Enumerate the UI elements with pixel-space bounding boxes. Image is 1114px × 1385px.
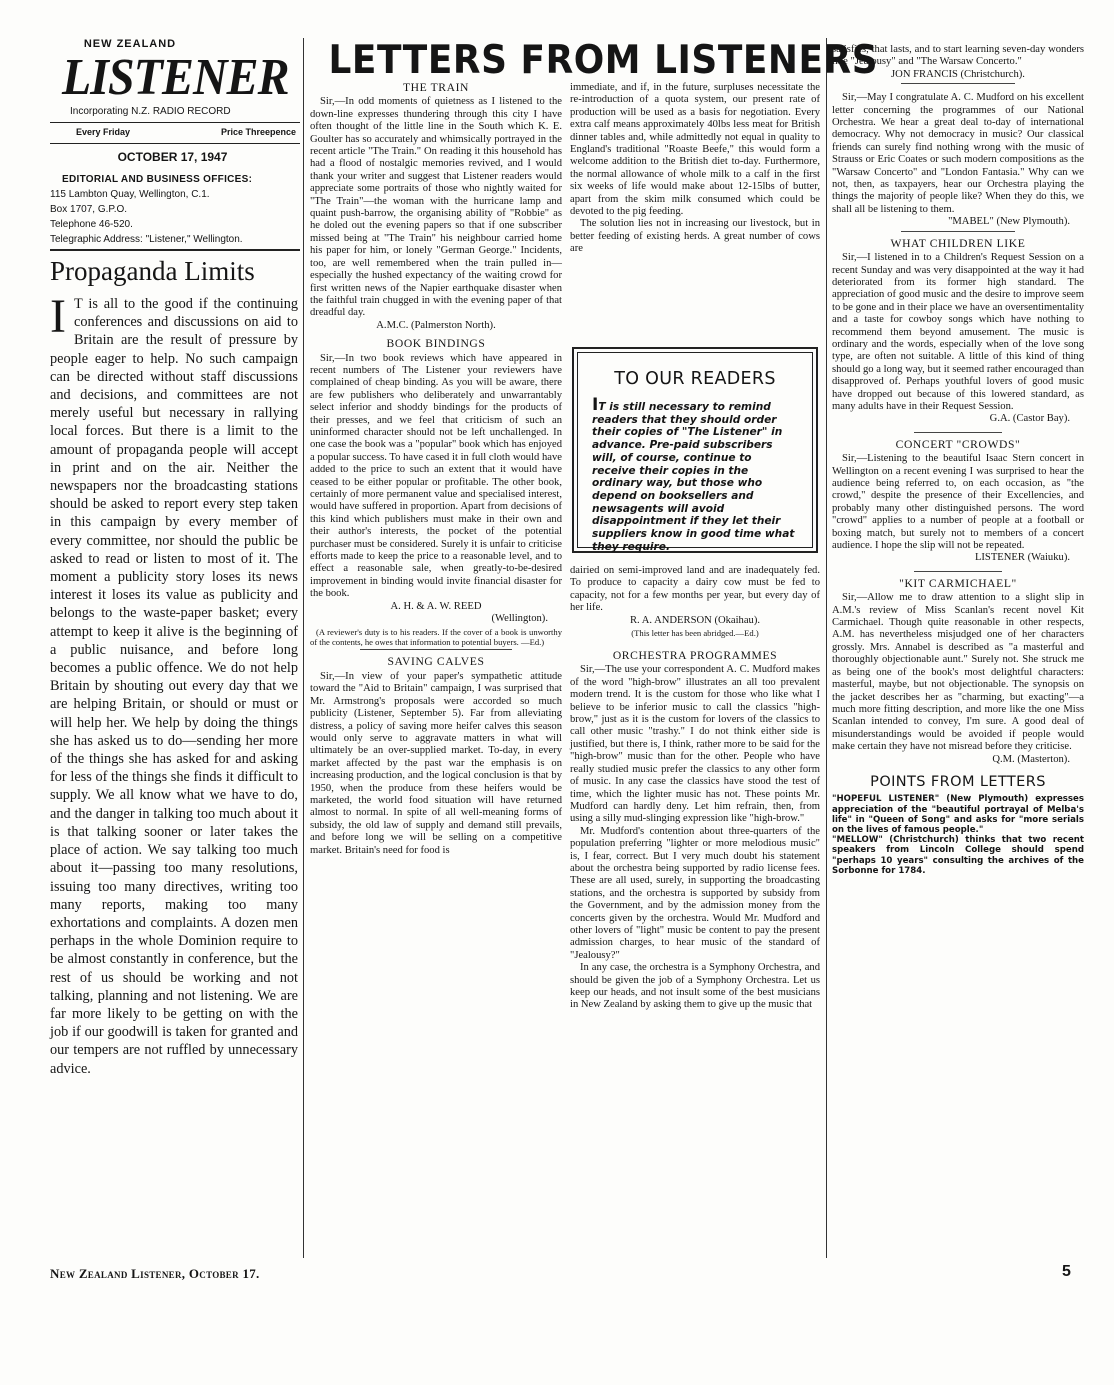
editorial-title: Propaganda Limits xyxy=(50,256,255,286)
letter-place-bindings: (Wellington). xyxy=(491,613,548,625)
offices-telephone: Telephone 46-520. xyxy=(50,219,133,230)
column-4-separator-4 xyxy=(914,571,1002,572)
letters-column-3-bottom xyxy=(570,565,820,1012)
letter-heading-children: WHAT CHILDREN LIKE xyxy=(890,236,1026,250)
page-number: 5 xyxy=(1062,1263,1071,1280)
editorial-text: T is all to the good if the continuing conferences and discussions on aid to Britain are the result of pressure by people eager to help. No such campaign can be directed without staff discussions and decisions, and committees are not merely useful but necessary in rallying local forces. But there is a limit to the amount of propaganda people will accept in print and on the air. Neither the newspapers nor the broadcasting stations should be asked to report every step taken in this campaign by every member of every committee, nor should the public be asked to read or listen to most of it. The moment a publicity story loses its news interest it loses its value as publicity and belongs to the waste-paper basket; every attempt to keep it alive is the beginning of a public nuisance, and before long becomes a public offence. We do not help Britain by shouting out every day that we are helping Britain, or should or must or will help her. We help by doing the things she has asked us to do—sending her more of the things she has asked for and asking for less of the things she finds it difficult to supply. We all know what we have to do, and the danger in talking too much about it is that talking sooner or later takes the place of action. We say talking too much about it—passing too many resolutions, issuing too many directives, writing too many reports, making too many exhortations and complaints. A dozen men perhaps in the whole Dominion require to be almost constantly in conference, but the rest of us should be working and not talking, planning and not listening. We are far more likely to be getting on with the job if our goodwill is taken for granted and our tempers are not ruffled by unnecessary advice. xyxy=(50,296,298,1077)
letter-body-carmichael: Sir,—Allow me to draw attention to a slight slip in A.M.'s review of Miss Scanlan's recent novel Kit Carmichael. Though quite reasonable in other respects, A.M. has nevertheless misjudged one of her characters grossly. Mrs. Annabel is described as "a masterful and thoroughly objectionable aunt." Surely not. She struck me as being one of the book's most delightful characters: masterful, maybe, but not objectionable. The synopsis on the jacket describes her as "charming, but exacting"—a much more fitting description, and more like the one Miss Scanlan intended to convey, I'm sure. A good deal of misunderstandings would be avoided if people would make certain they have not misread before they criticise. xyxy=(832,592,1084,753)
to-our-readers-text xyxy=(586,395,804,553)
issue-date: OCTOBER 17, 1947 xyxy=(117,150,228,164)
letter-body-crowds: Sir,—Listening to the beautiful Isaac Stern concert in Wellington on a recent evening I was surprised to hear the audience being referred to, on each occasion, as "the crowd," despite the presence of their Excellencies, and probably many other distinguished persons. The word "crowd" applies to a number of people at a football or boxing match, but surely not to members of a concert audience. I hope the slip will not be repeated. xyxy=(832,453,1084,552)
letters-column-3-top xyxy=(570,82,820,256)
masthead-frequency: Every Friday xyxy=(76,127,131,137)
editor-note-calves: (This letter has been abridged.—Ed.) xyxy=(631,628,759,639)
letter-heading-bindings: BOOK BINDINGS xyxy=(386,337,486,351)
letter-body-bindings: Sir,—In two book reviews which have appeared in recent numbers of The Listener your reviewers have complained of cheap binding. As you will be aware, there are few publishers who deliberately and unwarrantably select inferior and shoddy bindings for the products of their presses, and we feel that criticism of such an uninformed character should not be left unchallenged. In one case the book was a "popular" book which has enjoyed a popular success. To have cased it in full cloth would have added to the price to such an extent that it would have ceased to be either popular or profitable. The other book, certainly of more permanent value and specialised interest, would have suffered in proportion. Apart from decisions of this kind which publishers must make in their own and their author's interests, the pocket of the potential purchaser must be considered. Surely it is unfair to criticise efforts made to keep the price to a reasonable level, and to effect a reasonable sale, when greatly-to-be-desired improvement in binding would invite financial disaster for the book. xyxy=(310,352,562,600)
points-item-2-text: (Christchurch) thinks that two recent speakers from Lincoln College should spend "perhaps 10 years" consulting the archives of the Sorbonne for 1784. xyxy=(832,835,1084,876)
points-from-letters-heading: POINTS FROM LETTERS xyxy=(870,773,1046,790)
masthead-incorporating: Incorporating N.Z. RADIO RECORD xyxy=(70,106,231,117)
letter-heading-calves: SAVING CALVES xyxy=(387,655,485,669)
letter-signature-calves: R. A. ANDERSON (Okaihau). xyxy=(629,614,761,626)
letter-body-calves-d: dairied on semi-improved land and are inadequately fed. To produce to capacity a dairy cow must be fed to capacity, not for a few months per year, but every day of her life. xyxy=(570,565,820,614)
editorial-body xyxy=(50,290,298,1078)
offices-telegraphic: Telegraphic Address: "Listener," Wellington. xyxy=(50,234,243,245)
masthead-price: Price Threepence xyxy=(220,127,296,137)
letter-signature-mudford: "MABEL" (New Plymouth). xyxy=(948,216,1070,228)
letter-body-orchestra-c: In any case, the orchestra is a Symphony Orchestra, and should be given the job of a Symphony Orchestra. Let us keep our heads, and not insult some of the best musicians in New Zealand by asking them to give up the music that xyxy=(570,962,820,1011)
letter-signature-children: G.A. (Castor Bay). xyxy=(989,413,1070,425)
masthead-country: NEW ZEALAND xyxy=(83,38,177,50)
to-our-readers-body: T is still necessary to remind readers that they should order their copies of "The Listener" in advance. Pre-paid subscribers will, of course, continue to receive their copies in the ordinary way, but those who depend on booksellers and newsagents will avoid disappointment if they let their suppliers know in good time what they require. xyxy=(592,401,795,553)
letters-column-4 xyxy=(832,44,1084,876)
column-2-separator xyxy=(360,649,511,650)
masthead-rule-bottom xyxy=(50,143,300,144)
letter-body-orchestra-b: Mr. Mudford's contention about three-quarters of the population preferring "lighter or more melodious music" is, I fear, correct. But I very much doubt his statement about the orchestra being supported by radio license fees. These are all used, surely, in supporting the broadcasting stations, and the orchestra is supported by subsidy from the Government, and by the admission money from the concerts given by the orchestra. Would Mr. Mudford and other lovers of "light" music be content to pay the present admission charges, to hear music of the standard of "Jealousy?" xyxy=(570,825,820,961)
letter-body-orchestra-d: satisfies, that lasts, and to start learning seven-day wonders like "Jealousy" and "The Warsaw Concerto." xyxy=(832,44,1084,68)
letters-headline: LETTERS FROM LISTENERS xyxy=(328,38,879,83)
letter-signature-carmichael: Q.M. (Masterton). xyxy=(992,753,1070,765)
points-item-2 xyxy=(832,835,1084,876)
offices-address: 115 Lambton Quay, Wellington, C.1. xyxy=(50,189,210,200)
offices-box: Box 1707, G.P.O. xyxy=(50,204,128,215)
letter-heading-crowds: CONCERT "CROWDS" xyxy=(895,437,1021,451)
footer-publication-line: New Zealand Listener, October 17. xyxy=(50,1266,260,1281)
masthead-rule-end xyxy=(50,249,300,251)
editorial-dropcap: I xyxy=(50,290,66,343)
points-item-1-text: (New Plymouth) expresses appreciation of the "beautiful portrayal of Melba's life" in "Queen of Song" and asks for "more serials on the lives of famous people." xyxy=(832,794,1084,835)
column-rule-1 xyxy=(303,38,304,1258)
letter-signature-train: A.M.C. (Palmerston North). xyxy=(376,319,496,331)
to-our-readers-title: TO OUR READERS xyxy=(614,369,776,389)
column-4-separator-2 xyxy=(901,231,1014,232)
letter-heading-orchestra: ORCHESTRA PROGRAMMES xyxy=(612,649,778,663)
letter-body-mudford: Sir,—May I congratulate A. C. Mudford on his excellent letter concerning the programmes of our National Orchestra. We hear a great deal to-day of international democracy. Why not democracy in music? Our classical friends can surely find nothing wrong with the music of Strauss or Eric Coates or such modern compositions as the "Warsaw Concerto" and "London Fantasia." Why can we not, then, as taxpayers, hear our Orchestra playing the things the majority of people like? When they do this, we shall all be listening to them. xyxy=(832,92,1084,215)
editor-note-bindings: (A reviewer's duty is to his readers. If the cover of a book is unworthy of the contents, he owes that information to potential buyers. —Ed.) xyxy=(310,627,562,648)
masthead-logo: LISTENER xyxy=(62,49,289,106)
letter-body-children: Sir,—I listened in to a Children's Request Session on a recent Sunday and was very disappointed at the way it had deteriorated from its former high standard. The appreciation of good music and the desire to improve seem to be gone and in their place we have an oversentimentality and a taste for cowboy songs which have nothing to recommend them beyond amusement. The music is ordinary and the words, especially when of the love song type, are often not suitable. A little of this kind of thing should go a long way, but it seemed rather encouraged than disapproved of. Perhaps youthful lovers of good music have dropped out because of this lowered standard, as many adults have in their Request Session. xyxy=(832,252,1084,412)
to-our-readers-dropcap: I xyxy=(592,395,599,415)
offices-heading: EDITORIAL AND BUSINESS OFFICES: xyxy=(62,174,253,185)
masthead-frequency-row xyxy=(76,127,296,137)
letter-body-train: Sir,—In odd moments of quietness as I listened to the down-line expresses thundering through this city I have often thought of the little line in the South which K. E. Goulter has so accurately and whimsically portrayed in the recent article "The Train." On reading it this household has had a flood of nostalgic memories revived, and I would thank your writer and suggest that Listener readers would appreciate some portraits of those who nightly waited for "The Train"—the woman with the hurricane lamp and quaint push-barrow, the organising ability of "Robbie" as he doled out the evening papers so that if one subscriber missed being at "The Train" his neighbour carried home his paper for him, or lonely "German George." Incidents, too, are well remembered when the train pulled in—especially the hushed expectancy of the waiting crowd for first written news of the Napier earthquake disaster when the faithful train chugged in with the evening paper of that dreadful day. xyxy=(310,96,562,319)
column-4-separator-3 xyxy=(914,432,1002,433)
points-from-letters-list xyxy=(832,794,1084,876)
letters-column-2 xyxy=(310,82,562,857)
letter-signature-bindings: A. H. & A. W. REED xyxy=(390,600,482,612)
to-our-readers-box xyxy=(572,347,818,553)
letter-signature-crowds: LISTENER (Waiuku). xyxy=(974,552,1070,564)
points-item-1-name: "HOPEFUL LISTENER" xyxy=(832,794,940,805)
letter-body-calves-a: Sir,—In view of your paper's sympathetic attitude toward the "Aid to Britain" campaign, I was surprised that Mr. Armstrong's proposals were accorded so much publicity (Listener, September 5). Far from alleviating distress, a policy of saving more heifer calves this season would only serve to aggravate matters in what will ultimately be an over-supplied market. To-day, in every market affected by the past war the emphasis is on increasing production, and the logical conclusion is that by 1950, when the produce from these heifers would be marketed, the world food situation will have returned almost to normal. In spite of all well-meaning forms of subsidy, the old law of supply and demand still prevails, and before long we will be selling on a competitive market. Britain's need for food is xyxy=(310,670,562,856)
masthead-offices xyxy=(50,172,300,247)
letter-body-calves-c: The solution lies not in increasing our livestock, but in better feeding of existing herds. A great number of cows are xyxy=(570,218,820,255)
points-item-1 xyxy=(832,794,1084,835)
column-4-separator-1 xyxy=(901,83,1014,84)
column-rule-2 xyxy=(826,38,827,1258)
letter-body-orchestra-a: Sir,—The use your correspondent A. C. Mudford makes of the word "high-brow" illustrates an all too prevalent modern trend. It is the custom for those who like what I believe to be inferior music to call the classics "high-brow," just as it is the custom for lovers of the classics to call other music "trashy." I do not think either side is justified, but there is, I think, rather more to be said for the "high-brow" music than for the other. People who have really studied music prefer the classics to any other form of music. In any case the classics have stood the test of time, which the lighter music has not. These points Mr. Mudford can hardly deny. Let him refrain, then, from using a silly mud-slinging expression like "high-brow." xyxy=(570,664,820,825)
letter-heading-train: THE TRAIN xyxy=(402,81,470,94)
letter-signature-orchestra: JON FRANCIS (Christchurch). xyxy=(891,68,1025,80)
points-item-2-name: "MELLOW" xyxy=(832,835,883,846)
letter-body-calves-b: immediate, and if, in the future, surpluses necessitate the re-introduction of a quota system, our present rate of production will be used as a basis for negotiation. Every extra calf means approximately 40lbs less meat for British dinner tables and, while admittedly not equal in quality to England's traditional "Roaste Beefe," this would form a welcome addition to the British diet to-day. Furthermore, the normal allowance of whole milk to a calf in the first six weeks of life would make about 12-15lbs of butter, apart from the skim milk consumed which could be devoted to the pig feeding. xyxy=(570,82,820,218)
masthead-rule-top xyxy=(50,122,300,123)
letter-heading-carmichael: "KIT CARMICHAEL" xyxy=(899,576,1017,590)
